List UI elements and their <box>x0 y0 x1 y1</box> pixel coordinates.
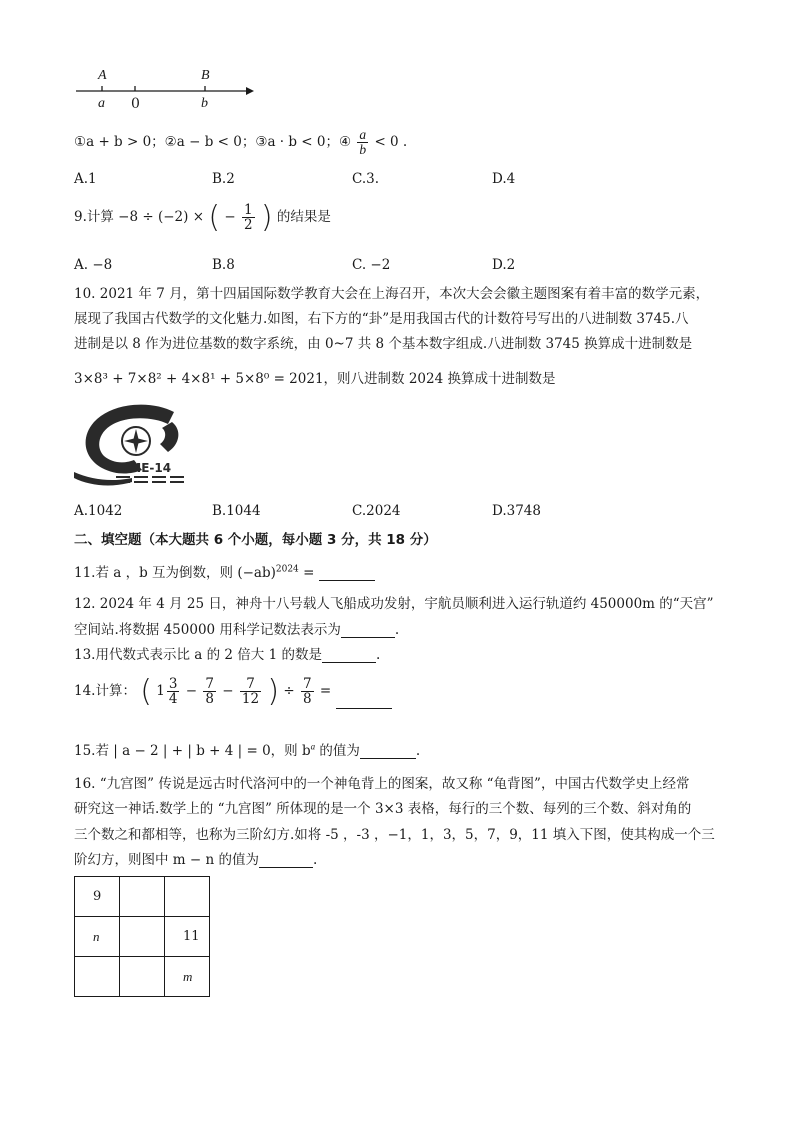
grid-row <box>75 877 210 917</box>
q12-answer-blank[interactable] <box>341 637 395 638</box>
q15-answer-blank[interactable] <box>360 758 416 759</box>
q12-line-2-text: 空间站.将数据 450000 用科学记数法表示为 <box>74 622 341 638</box>
q16-period: . <box>312 852 318 868</box>
q14-f1-num: 3 <box>168 675 178 692</box>
q14-div-den: 8 <box>303 691 312 707</box>
q15-question <box>74 739 420 759</box>
q13-text: 13.用代数式表示比 a 的 2 倍大 1 的数是 <box>74 647 322 663</box>
q14-answer-blank[interactable] <box>336 708 392 709</box>
q15-period: . <box>415 743 421 759</box>
q9-frac-num: 1 <box>243 201 253 218</box>
q8-option-d[interactable]: D.4 <box>492 171 516 187</box>
point-b-label: B <box>201 68 210 83</box>
grid-cell: m <box>165 957 210 997</box>
zero-label: 0 <box>131 96 140 112</box>
q8-frac-den: b <box>359 142 367 158</box>
q8-option-a[interactable]: A.1 <box>74 171 97 187</box>
q16-line-4-text: 阶幻方，则图中 m − n 的值为 <box>74 852 259 868</box>
q9-option-a[interactable]: A. −8 <box>74 257 113 273</box>
grid-cell: 11 <box>165 917 210 957</box>
q16-answer-blank[interactable] <box>259 867 313 868</box>
q10-line-1: 10. 2021 年 7 月，第十四届国际数学教育大会在上海召开，本次大会会徽主题图案有着丰富的数学元素， <box>74 286 710 302</box>
q16-line-4 <box>74 848 317 868</box>
q15-suffix: 的值为 <box>315 743 360 759</box>
q8-option-c[interactable]: C.3. <box>352 171 380 187</box>
q8-option-b[interactable]: B.2 <box>212 171 235 187</box>
value-b-label: b <box>201 96 208 111</box>
grid-cell: n <box>75 917 120 957</box>
q10-line-3: 进制是以 8 作为进位基数的数字系统，由 0~7 共 8 个基本数字组成.八进制数 3745 换算成十进制数是 <box>74 336 693 352</box>
q10-option-d[interactable]: D.3748 <box>492 503 541 519</box>
point-a-label: A <box>98 68 107 83</box>
grid-cell: 9 <box>75 877 120 917</box>
q12-period: . <box>394 622 400 638</box>
q15-text: 15.若 | a − 2 | + | b + 4 | = 0，则 b <box>74 743 311 759</box>
q16-line-2: 研究这一神话.数学上的 “九宫图” 所体现的是一个 3×3 表格，每行的三个数、每列的三个数、斜对角的 <box>74 801 692 817</box>
q10-option-a[interactable]: A.1042 <box>74 503 123 519</box>
q14-f2-num: 7 <box>205 675 214 692</box>
q13-period: . <box>375 647 381 663</box>
q11-suffix: = <box>298 565 319 581</box>
q9-option-d[interactable]: D.2 <box>492 257 516 273</box>
q13-answer-blank[interactable] <box>322 662 376 663</box>
grid-cell <box>120 877 165 917</box>
q14-whole: 1 <box>156 683 165 699</box>
q10-line-2: 展现了我国古代数学的文化魅力.如图，右下方的“卦”是用我国古代的计数符号写出的八进制数 3745.八 <box>74 311 689 327</box>
q14-div-num: 7 <box>303 675 312 692</box>
q8-conditions <box>74 128 407 157</box>
q8-fraction <box>357 128 368 157</box>
q9-option-b[interactable]: B.8 <box>212 257 235 273</box>
q9-fraction <box>242 203 255 232</box>
q14-question <box>74 674 392 709</box>
grid-cell <box>75 957 120 997</box>
icme-logo <box>72 400 222 490</box>
q9-question <box>74 200 331 235</box>
q14-f1-den: 4 <box>168 691 178 707</box>
q9-frac-den: 2 <box>243 217 253 233</box>
q14-minus-2: − <box>222 683 234 699</box>
q14-left-paren: ( <box>140 674 152 709</box>
q14-right-paren: ) <box>267 674 280 709</box>
q14-f3-den: 12 <box>241 691 260 707</box>
q14-minus-1: − <box>185 683 198 699</box>
q14-fraction-1 <box>167 677 180 706</box>
q10-option-c[interactable]: C.2024 <box>352 503 401 519</box>
q9-suffix: 的结果是 <box>276 209 331 225</box>
section-2-heading: 二、填空题（本大题共 6 个小题，每小题 3 分，共 18 分） <box>74 532 437 548</box>
grid-row <box>75 957 210 997</box>
q16-line-3: 三个数之和都相等，也称为三阶幻方.如将 -5 ，-3 ，−1，1，3，5，7，9，11 填入下图，使其构成一个三 <box>74 827 715 843</box>
grid-cell <box>120 957 165 997</box>
q8-frac-num: a <box>359 127 367 142</box>
q13-question <box>74 643 380 663</box>
q11-question <box>74 561 375 581</box>
q9-prefix: 9.计算 −8 ÷ (−2) × <box>74 209 205 225</box>
q8-conditions-suffix: < 0 . <box>374 134 408 151</box>
logo-text: ICME-14 <box>116 461 172 475</box>
q14-fraction-divisor <box>301 677 314 706</box>
q14-fraction-2 <box>203 677 216 706</box>
q9-minus: − <box>224 209 236 225</box>
q9-right-paren: ) <box>260 200 273 235</box>
q14-fraction-3 <box>240 677 261 706</box>
q9-left-paren: ( <box>208 200 221 235</box>
q12-line-2 <box>74 618 399 638</box>
q10-line-4: 3×8³ + 7×8² + 4×8¹ + 5×8⁰ = 2021，则八进制数 2024 换算成十进制数是 <box>74 371 556 387</box>
q12-line-1: 12. 2024 年 4 月 25 日，神舟十八号载人飞船成功发射，宇航员顺利进入运行轨道约 450000m 的“天宫” <box>74 596 714 612</box>
q14-equals: = <box>319 683 332 699</box>
q14-prefix: 14.计算： <box>74 683 136 699</box>
value-a-label: a <box>98 96 105 111</box>
q15-exponent: a <box>310 741 316 752</box>
grid-row <box>75 917 210 957</box>
q14-f3-num: 7 <box>240 677 261 692</box>
q9-option-c[interactable]: C. −2 <box>352 257 391 273</box>
number-line-arrow <box>246 87 254 95</box>
magic-square-grid <box>74 876 210 997</box>
q16-line-1: 16. “九宫图” 传说是远古时代洛河中的一个神龟背上的图案，故又称 “龟背图”，中国古代数学史上经常 <box>74 776 690 792</box>
q14-divide: ÷ <box>283 683 295 699</box>
q8-conditions-text: ①a + b > 0；②a − b < 0；③a · b < 0；④ <box>74 134 352 151</box>
q11-text: 11.若 a ，b 互为倒数，则 (−ab) <box>74 565 276 581</box>
q11-exponent: 2024 <box>275 564 299 575</box>
q14-f2-den: 8 <box>205 691 214 707</box>
grid-cell <box>120 917 165 957</box>
q10-option-b[interactable]: B.1044 <box>212 503 261 519</box>
q11-answer-blank[interactable] <box>319 580 375 581</box>
grid-cell <box>165 877 210 917</box>
